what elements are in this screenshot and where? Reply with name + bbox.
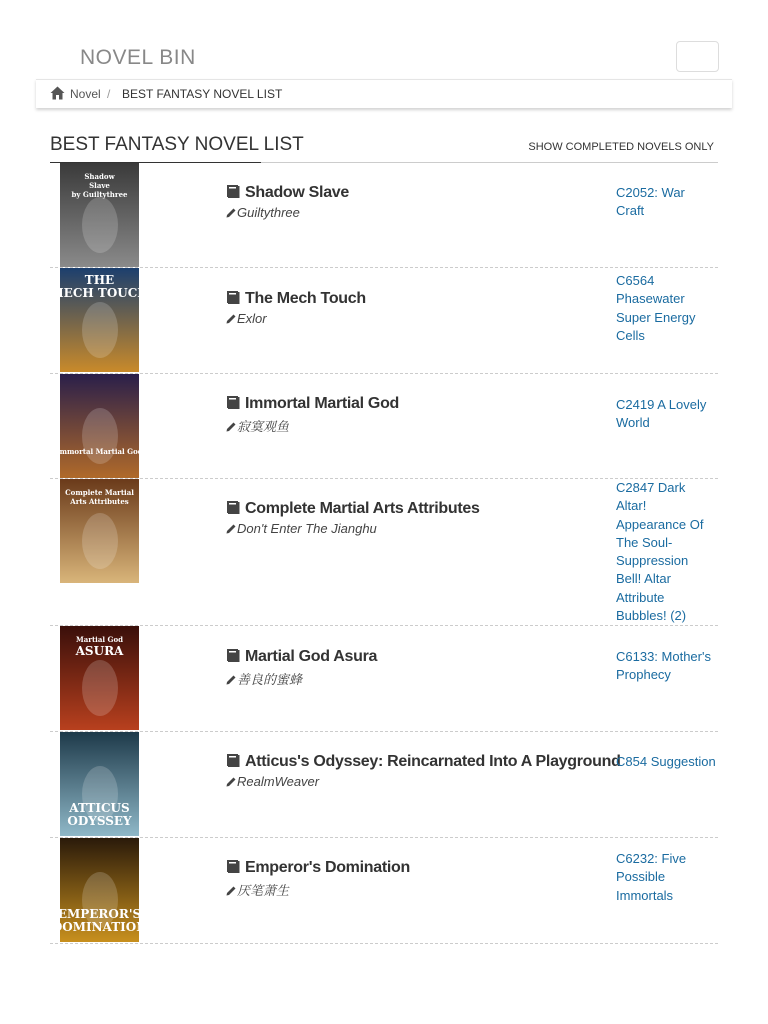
novel-cover-image[interactable] <box>56 374 143 478</box>
pencil-icon <box>226 524 236 534</box>
book-icon <box>226 396 240 409</box>
novel-cover-image[interactable] <box>60 732 139 836</box>
latest-chapter-link[interactable]: C854 Suggestion <box>616 754 716 769</box>
book-icon <box>226 501 240 514</box>
novel-row <box>50 163 718 268</box>
novel-info <box>226 859 410 899</box>
latest-chapter-link[interactable]: C6133: Mother's Prophecy <box>616 649 711 683</box>
svg-text:EMPEROR'S: EMPEROR'S <box>57 907 142 921</box>
pencil-icon <box>226 422 236 432</box>
novel-info <box>226 648 377 688</box>
novel-title-link[interactable]: Complete Martial Arts Attributes <box>245 500 480 517</box>
novel-author: Guiltythree <box>237 205 300 220</box>
novel-cover-image[interactable] <box>51 838 148 942</box>
book-icon <box>226 649 240 662</box>
svg-text:Martial God: Martial God <box>75 635 124 644</box>
home-icon <box>50 86 65 100</box>
novel-cover-image[interactable] <box>60 479 139 583</box>
novel-cover-image[interactable] <box>50 268 149 372</box>
site-logo[interactable]: NOVEL BIN <box>80 46 196 69</box>
novel-row <box>50 626 718 732</box>
svg-text:Immortal Martial God: Immortal Martial God <box>56 447 143 456</box>
novel-row <box>50 479 718 626</box>
pencil-icon <box>226 314 236 324</box>
novel-title-link[interactable]: Shadow Slave <box>245 184 349 201</box>
novel-title-link[interactable]: Atticus's Odyssey: Reincarnated Into A Playground <box>245 753 621 770</box>
svg-text:MECH TOUCH: MECH TOUCH <box>50 286 149 300</box>
list-header <box>50 132 718 163</box>
svg-text:Complete Martial: Complete Martial <box>65 488 134 497</box>
svg-text:Shadow: Shadow <box>84 172 115 181</box>
breadcrumb-current: BEST FANTASY NOVEL LIST <box>122 87 283 101</box>
navbar <box>36 34 732 80</box>
svg-text:Arts Attributes: Arts Attributes <box>70 497 129 506</box>
pencil-icon <box>226 886 236 896</box>
svg-text:THE: THE <box>84 273 115 287</box>
svg-text:ODYSSEY: ODYSSEY <box>67 814 132 828</box>
navbar-toggle-button[interactable] <box>676 41 719 72</box>
novel-row <box>50 268 718 374</box>
svg-text:ASURA: ASURA <box>75 644 124 658</box>
novel-row <box>50 732 718 838</box>
svg-text:Slave: Slave <box>89 181 110 190</box>
novel-info <box>226 753 621 789</box>
novel-author: 善良的蜜蜂 <box>237 672 303 687</box>
svg-text:ATTICUS: ATTICUS <box>69 801 130 815</box>
novel-row <box>50 374 718 479</box>
breadcrumb-separator: / <box>107 87 111 101</box>
book-icon <box>226 860 240 873</box>
book-icon <box>226 754 240 767</box>
novel-author: 寂寞观鱼 <box>237 419 290 434</box>
novel-info <box>226 184 349 220</box>
pencil-icon <box>226 675 236 685</box>
novel-author: Exlor <box>237 311 267 326</box>
novel-info <box>226 395 399 435</box>
latest-chapter-link[interactable]: C2419 A Lovely World <box>616 397 707 431</box>
novel-author: Don't Enter The Jianghu <box>237 521 377 536</box>
svg-text:by Guiltythree: by Guiltythree <box>71 190 128 199</box>
novel-author: 厌笔萧生 <box>237 883 290 898</box>
svg-text:DOMINATION: DOMINATION <box>51 920 148 934</box>
novel-info <box>226 500 480 536</box>
latest-chapter-link[interactable]: C6232: Five Possible Immortals <box>616 851 687 903</box>
novel-cover-image[interactable] <box>60 163 139 267</box>
novel-author: RealmWeaver <box>237 774 320 789</box>
breadcrumb-home-link[interactable]: Novel <box>70 87 101 101</box>
novel-cover-image[interactable] <box>60 626 139 730</box>
book-icon <box>226 185 240 198</box>
breadcrumb <box>36 79 732 108</box>
show-completed-link[interactable]: SHOW COMPLETED NOVELS ONLY <box>528 141 714 153</box>
page-title: BEST FANTASY NOVEL LIST <box>50 134 261 163</box>
novel-title-link[interactable]: The Mech Touch <box>245 290 366 307</box>
pencil-icon <box>226 777 236 787</box>
latest-chapter-link[interactable]: C2847 Dark Altar! Appearance Of The Soul-Suppression Bell! Altar Attribute Bubbles! (2) <box>616 480 704 624</box>
novel-title-link[interactable]: Martial God Asura <box>245 648 378 665</box>
novel-info <box>226 290 366 326</box>
book-icon <box>226 291 240 304</box>
novel-title-link[interactable]: Immortal Martial God <box>245 395 400 412</box>
pencil-icon <box>226 208 236 218</box>
novel-title-link[interactable]: Emperor's Domination <box>245 859 410 876</box>
novel-row <box>50 838 718 944</box>
latest-chapter-link[interactable]: C2052: War Craft <box>616 185 685 219</box>
latest-chapter-link[interactable]: C6564 Phasewater Super Energy Cells <box>616 273 696 343</box>
